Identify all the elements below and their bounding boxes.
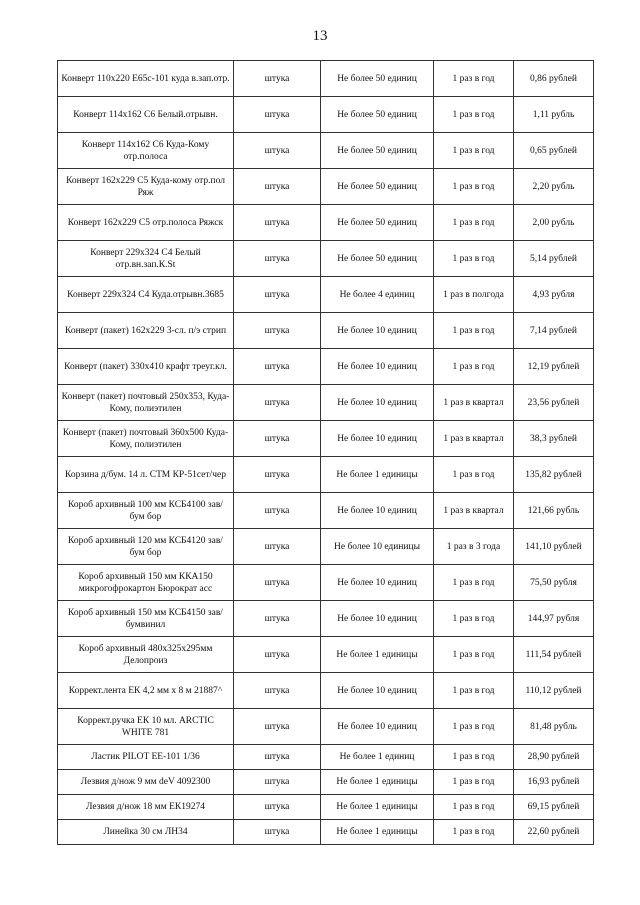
unit-cell: штука (234, 385, 321, 421)
price-cell: 7,14 рублей (514, 313, 594, 349)
price-cell: 23,56 рублей (514, 385, 594, 421)
table-row (58, 313, 594, 349)
unit-cell: штука (234, 133, 321, 169)
table-row (58, 601, 594, 637)
price-cell: 0,86 рублей (514, 61, 594, 97)
frequency-cell: 1 раз в год (434, 745, 514, 770)
table-row (58, 61, 594, 97)
quantity-limit-cell: Не более 10 единиц (321, 421, 434, 457)
unit-cell: штука (234, 745, 321, 770)
item-name-cell: Конверт 162х229 С5 Куда-кому отр.пол Ряж (58, 169, 234, 205)
frequency-cell: 1 раз в полгода (434, 277, 514, 313)
unit-cell: штука (234, 820, 321, 845)
item-name-cell: Ластик PILOT ЕЕ-101 1/36 (58, 745, 234, 770)
quantity-limit-cell: Не более 50 единиц (321, 61, 434, 97)
quantity-limit-cell: Не более 1 единицы (321, 457, 434, 493)
table-row (58, 820, 594, 845)
item-name-cell: Коррект.ручка ЕК 10 мл. ARCTIC WHITE 781 (58, 709, 234, 745)
unit-cell: штука (234, 529, 321, 565)
table-row (58, 277, 594, 313)
frequency-cell: 1 раз в год (434, 169, 514, 205)
supplies-table (57, 60, 594, 845)
item-name-cell: Конверт 162х229 С5 отр.полоса Ряжск (58, 205, 234, 241)
quantity-limit-cell: Не более 1 единиц (321, 745, 434, 770)
price-cell: 2,00 рубль (514, 205, 594, 241)
unit-cell: штука (234, 205, 321, 241)
unit-cell: штука (234, 349, 321, 385)
unit-cell: штука (234, 637, 321, 673)
item-name-cell: Коррект.лента ЕК 4,2 мм х 8 м 21887^ (58, 673, 234, 709)
item-name-cell: Лезвия д/нож 18 мм ЕК19274 (58, 795, 234, 820)
frequency-cell: 1 раз в год (434, 795, 514, 820)
unit-cell: штука (234, 709, 321, 745)
price-cell: 144,97 рубля (514, 601, 594, 637)
item-name-cell: Конверт 114х162 С6 Белый.отрывн. (58, 97, 234, 133)
frequency-cell: 1 раз в квартал (434, 493, 514, 529)
price-cell: 111,54 рублей (514, 637, 594, 673)
item-name-cell: Конверт 229х324 С4 Куда.отрывн.3685 (58, 277, 234, 313)
frequency-cell: 1 раз в год (434, 820, 514, 845)
frequency-cell: 1 раз в год (434, 241, 514, 277)
frequency-cell: 1 раз в год (434, 205, 514, 241)
unit-cell: штука (234, 313, 321, 349)
unit-cell: штука (234, 421, 321, 457)
quantity-limit-cell: Не более 10 единиц (321, 349, 434, 385)
unit-cell: штука (234, 493, 321, 529)
quantity-limit-cell: Не более 50 единиц (321, 241, 434, 277)
quantity-limit-cell: Не более 50 единиц (321, 133, 434, 169)
table-row (58, 795, 594, 820)
table-row (58, 133, 594, 169)
page-number: 13 (312, 28, 328, 44)
item-name-cell: Короб архивный 150 мм КСБ4150 зав/бумвинил (58, 601, 234, 637)
item-name-cell: Короб архивный 100 мм КСБ4100 зав/бум бор (58, 493, 234, 529)
quantity-limit-cell: Не более 1 единицы (321, 770, 434, 795)
table-row (58, 205, 594, 241)
frequency-cell: 1 раз в год (434, 770, 514, 795)
frequency-cell: 1 раз в год (434, 565, 514, 601)
price-cell: 81,48 рубль (514, 709, 594, 745)
price-cell: 69,15 рублей (514, 795, 594, 820)
frequency-cell: 1 раз в год (434, 61, 514, 97)
price-cell: 0,65 рублей (514, 133, 594, 169)
frequency-cell: 1 раз в год (434, 457, 514, 493)
quantity-limit-cell: Не более 10 единиц (321, 313, 434, 349)
price-cell: 5,14 рублей (514, 241, 594, 277)
frequency-cell: 1 раз в квартал (434, 385, 514, 421)
table-row (58, 241, 594, 277)
item-name-cell: Короб архивный 150 мм ККА150 микрогофрокартон Бюрократ асс (58, 565, 234, 601)
frequency-cell: 1 раз в год (434, 709, 514, 745)
frequency-cell: 1 раз в год (434, 601, 514, 637)
price-cell: 38,3 рублей (514, 421, 594, 457)
price-cell: 28,90 рублей (514, 745, 594, 770)
item-name-cell: Корзина д/бум. 14 л. СТМ КР-51сет/чер (58, 457, 234, 493)
unit-cell: штука (234, 97, 321, 133)
table-row (58, 493, 594, 529)
price-cell: 141,10 рублей (514, 529, 594, 565)
frequency-cell: 1 раз в год (434, 349, 514, 385)
unit-cell: штука (234, 565, 321, 601)
frequency-cell: 1 раз в квартал (434, 421, 514, 457)
table-row (58, 97, 594, 133)
item-name-cell: Лезвия д/нож 9 мм deV 4092300 (58, 770, 234, 795)
quantity-limit-cell: Не более 10 единиц (321, 565, 434, 601)
quantity-limit-cell: Не более 10 единиц (321, 601, 434, 637)
price-cell: 75,50 рубля (514, 565, 594, 601)
unit-cell: штука (234, 770, 321, 795)
price-cell: 121,66 рубль (514, 493, 594, 529)
table-row (58, 385, 594, 421)
frequency-cell: 1 раз в 3 года (434, 529, 514, 565)
frequency-cell: 1 раз в год (434, 637, 514, 673)
quantity-limit-cell: Не более 10 единиц (321, 493, 434, 529)
unit-cell: штука (234, 169, 321, 205)
price-cell: 16,93 рублей (514, 770, 594, 795)
price-cell: 135,82 рублей (514, 457, 594, 493)
item-name-cell: Конверт 110х220 Е65с-101 куда в.зап.отр. (58, 61, 234, 97)
unit-cell: штука (234, 61, 321, 97)
table-row (58, 349, 594, 385)
frequency-cell: 1 раз в год (434, 97, 514, 133)
quantity-limit-cell: Не более 4 единиц (321, 277, 434, 313)
quantity-limit-cell: Не более 10 единиц (321, 385, 434, 421)
table-row (58, 770, 594, 795)
item-name-cell: Линейка 30 см ЛН34 (58, 820, 234, 845)
unit-cell: штука (234, 601, 321, 637)
table-row (58, 529, 594, 565)
item-name-cell: Конверт (пакет) 330х410 крафт треуг.кл. (58, 349, 234, 385)
quantity-limit-cell: Не более 10 единицы (321, 529, 434, 565)
quantity-limit-cell: Не более 50 единиц (321, 97, 434, 133)
supplies-table-body (58, 61, 594, 845)
quantity-limit-cell: Не более 10 единиц (321, 709, 434, 745)
table-row (58, 745, 594, 770)
price-cell: 110,12 рублей (514, 673, 594, 709)
unit-cell: штука (234, 241, 321, 277)
table-row (58, 673, 594, 709)
item-name-cell: Конверт (пакет) почтовый 360х500 Куда-Кому, полиэтилен (58, 421, 234, 457)
price-cell: 22,60 рублей (514, 820, 594, 845)
table-row (58, 637, 594, 673)
table-row (58, 709, 594, 745)
item-name-cell: Конверт (пакет) почтовый 250х353, Куда-Кому, полиэтилен (58, 385, 234, 421)
table-row (58, 565, 594, 601)
unit-cell: штука (234, 673, 321, 709)
quantity-limit-cell: Не более 1 единицы (321, 637, 434, 673)
quantity-limit-cell: Не более 1 единицы (321, 820, 434, 845)
unit-cell: штука (234, 457, 321, 493)
frequency-cell: 1 раз в год (434, 673, 514, 709)
table-row (58, 457, 594, 493)
item-name-cell: Короб архивный 120 мм КСБ4120 зав/бум бор (58, 529, 234, 565)
quantity-limit-cell: Не более 50 единиц (321, 169, 434, 205)
item-name-cell: Конверт 114х162 С6 Куда-Кому отр.полоса (58, 133, 234, 169)
frequency-cell: 1 раз в год (434, 133, 514, 169)
quantity-limit-cell: Не более 1 единицы (321, 795, 434, 820)
price-cell: 2,20 рубль (514, 169, 594, 205)
frequency-cell: 1 раз в год (434, 313, 514, 349)
price-cell: 1,11 рубль (514, 97, 594, 133)
price-cell: 4,93 рубля (514, 277, 594, 313)
price-cell: 12,19 рублей (514, 349, 594, 385)
quantity-limit-cell: Не более 50 единиц (321, 205, 434, 241)
item-name-cell: Конверт 229х324 С4 Белый отр.вн.зап.К.St (58, 241, 234, 277)
table-row (58, 421, 594, 457)
item-name-cell: Короб архивный 480х325х295мм Делопроиз (58, 637, 234, 673)
unit-cell: штука (234, 277, 321, 313)
unit-cell: штука (234, 795, 321, 820)
table-row (58, 169, 594, 205)
quantity-limit-cell: Не более 10 единиц (321, 673, 434, 709)
item-name-cell: Конверт (пакет) 162х229 3-сл. п/э стрип (58, 313, 234, 349)
